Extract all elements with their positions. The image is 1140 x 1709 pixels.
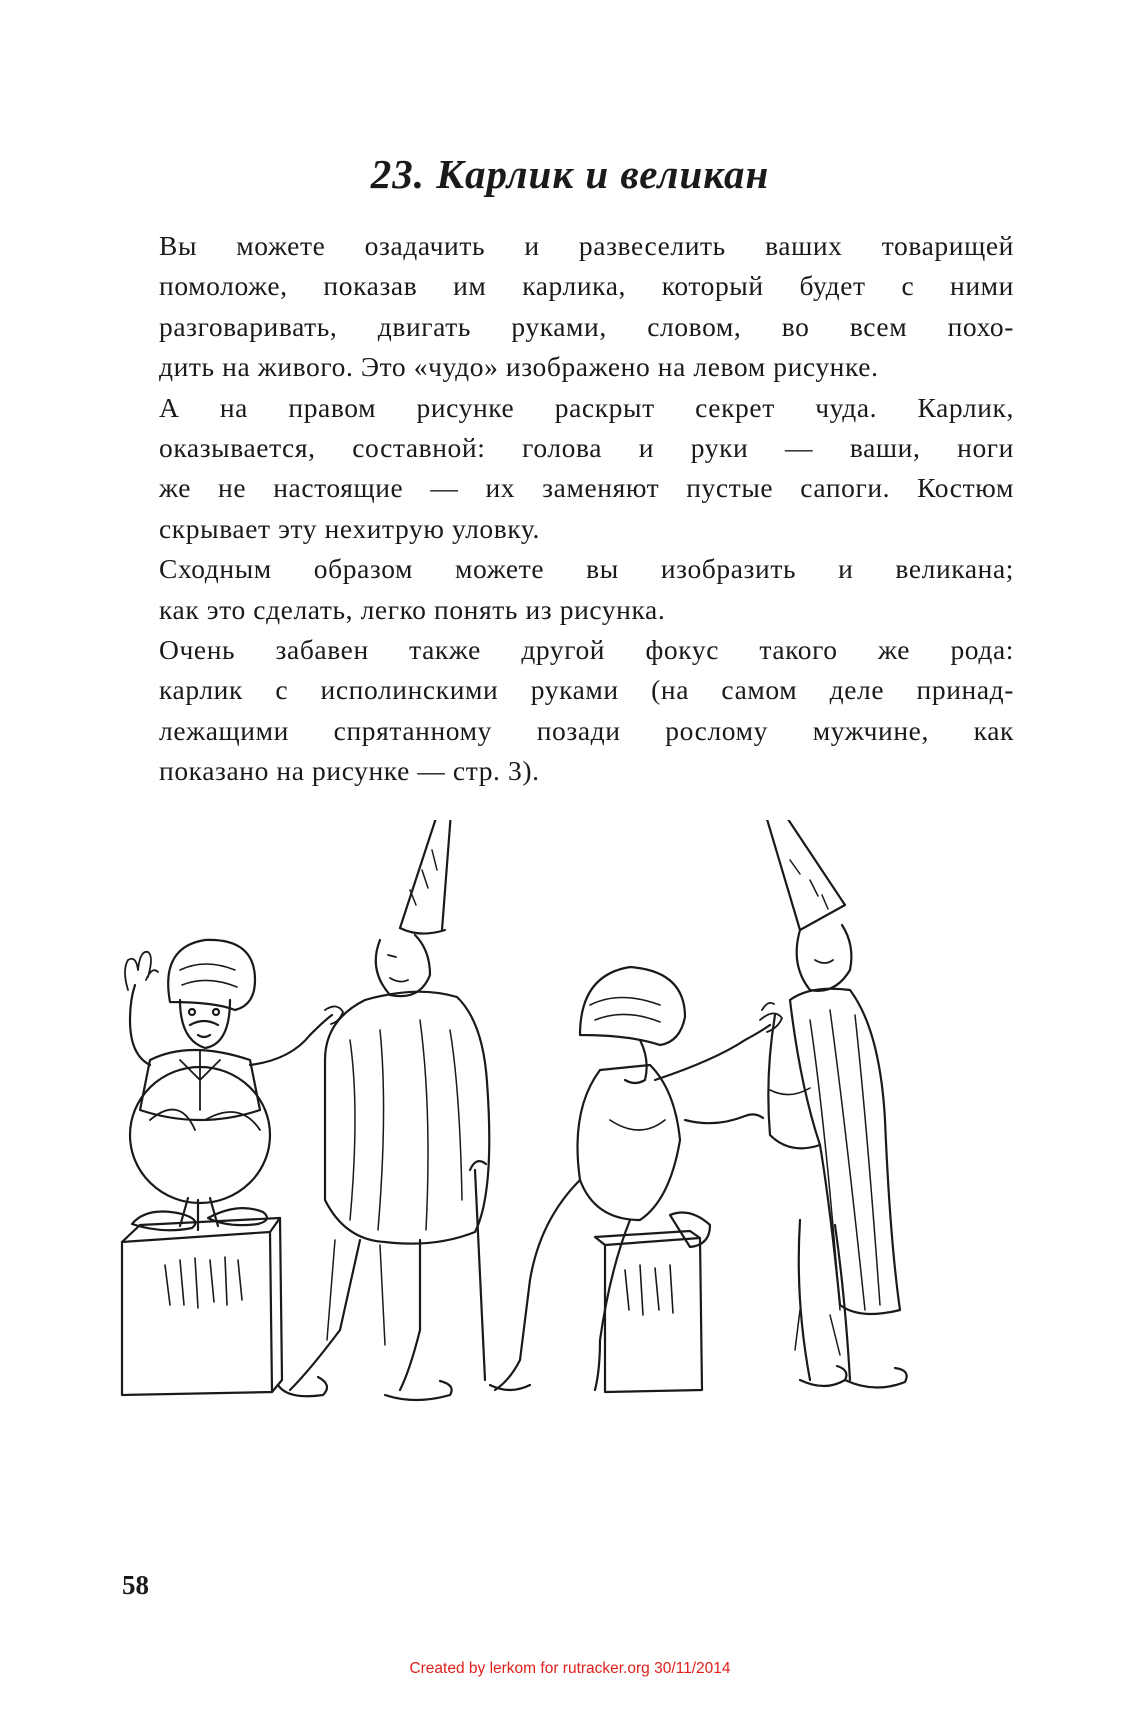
paragraph-4 xyxy=(116,630,1014,792)
text-line: скрывает эту нехитрую уловку. xyxy=(159,512,540,544)
text-line: лежащими спрятанному позади рослому мужчине, как xyxy=(159,714,1014,746)
text-line: Вы можете озадачить и развеселить ваших товарищей xyxy=(159,230,1014,261)
text-line: как это сделать, легко понять из рисунка. xyxy=(159,593,666,625)
watermark-footer: Created by lerkom for rutracker.org 30/11/2014 xyxy=(409,1660,731,1677)
giant-figure-left xyxy=(278,820,489,1400)
text-line: дить на живого. Это «чудо» изображено на левом рисунке. xyxy=(159,351,879,383)
text-line: А на правом рисунке раскрыт секрет чуда. Карлик, xyxy=(159,391,1014,423)
dwarf-figure-left xyxy=(122,940,343,1395)
giant-figure-right xyxy=(750,820,907,1388)
dwarf-figure-right xyxy=(490,967,782,1392)
page-number: 58 xyxy=(122,1570,149,1600)
chapter-title: 23. Карлик и великан xyxy=(370,151,770,197)
text-line: показано на рисунке — стр. 3). xyxy=(159,755,540,787)
paragraph-3 xyxy=(116,549,1014,630)
text-line: Очень забавен также другой фокус такого же рода: xyxy=(159,634,1014,666)
text-line: помоложе, показав им карлика, который будет с ними xyxy=(159,270,1014,302)
text-line: же не настоящие — их заменяют пустые сапоги. Костюм xyxy=(159,472,1014,504)
paragraph-2 xyxy=(116,388,1014,550)
text-line: Сходным образом можете вы изобразить и великана; xyxy=(159,553,1014,585)
text-line: карлик с исполинскими руками (на самом деле принад- xyxy=(159,674,1014,706)
text-line: разговаривать, двигать руками, словом, во всем похо- xyxy=(159,310,1014,342)
dwarf-giant-illustration xyxy=(110,820,1025,1540)
text-line: оказывается, составной: голова и руки — ваши, ноги xyxy=(159,432,1014,464)
paragraph-1 xyxy=(116,226,1014,388)
body-text xyxy=(116,226,1014,792)
